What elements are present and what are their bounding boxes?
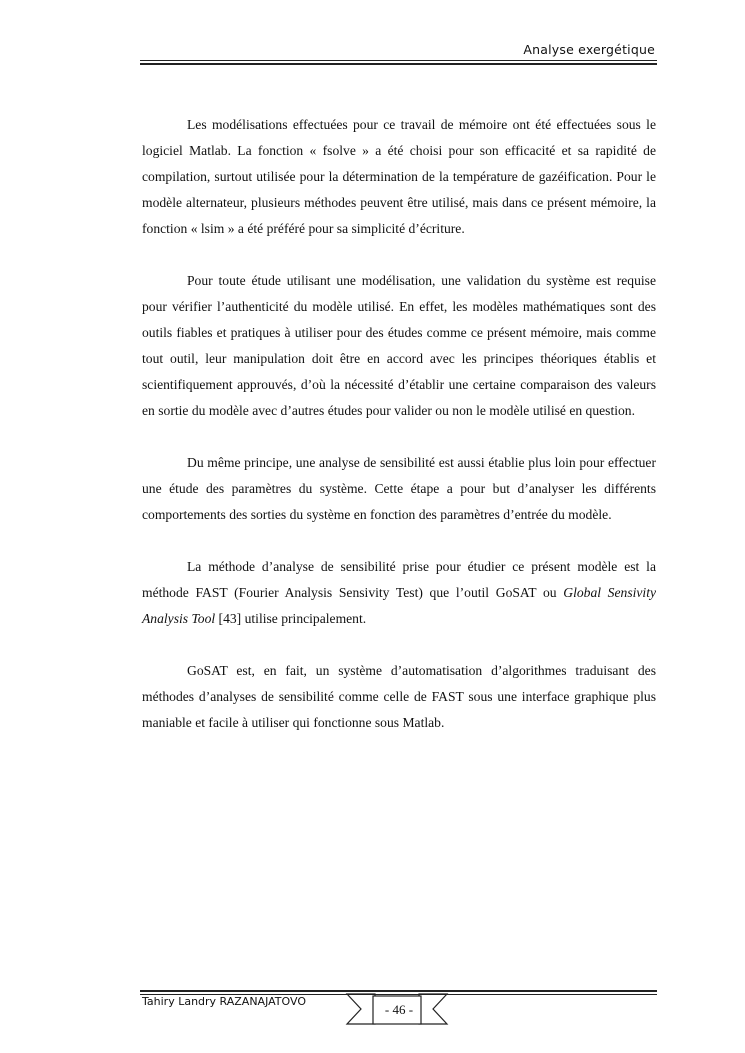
page-header-title: Analyse exergétique <box>523 42 655 57</box>
paragraph-model-validation: Pour toute étude utilisant une modélisation, une validation du système est requise pour vérifier l’authenticité du modèle utilisé. En effet, les modèles mathématiques sont des outils fiables et pratiques à utiliser pour des études comme ce présent mémoire, mais comme tout outil, leur manipulation doit être en accord avec les principes théoriques établis et scientifiquement approuvés, d’où la nécessité d’établir une certaine comparaison des valeurs en sortie du modèle avec d’autres études pour valider ou non le modèle utilisé en question. <box>142 273 656 418</box>
header-rule-thick <box>140 63 657 65</box>
footer-author: Tahiry Landry RAZANAJATOVO <box>142 995 306 1008</box>
fast-method-text-end: [43] utilise principalement. <box>215 611 367 626</box>
document-body <box>142 112 656 762</box>
gosat-tool-name: Global Sensivity Analysis Tool <box>142 585 657 626</box>
header-rule <box>140 60 657 61</box>
fast-method-text: La méthode d’analyse de sensibilité prise pour étudier ce présent modèle est la méthode FAST (Fourier Analysis Sensivity Test) que l’outil GoSAT ou <box>142 559 656 600</box>
paragraph-gosat: GoSAT est, en fait, un système d’automatisation d’algorithmes traduisant des méthodes d’analyses de sensibilité comme celle de FAST sous une interface graphique plus maniable et facile à utiliser qui fonctionne sous Matlab. <box>142 663 656 730</box>
page-number: - 46 - <box>384 1002 414 1017</box>
paragraph-sensitivity-analysis: Du même principe, une analyse de sensibilité est aussi établie plus loin pour effectuer une étude des paramètres du système. Cette étape a pour but d’analyser les différents comportements des sorties du système en fonction des paramètres d’entrée du modèle. <box>142 455 656 522</box>
paragraph-matlab-modeling: Les modélisations effectuées pour ce travail de mémoire ont été effectuées sous le logiciel Matlab. La fonction « fsolve » a été choisi pour son efficacité et sa rapidité de compilation, surtout utilisée pour la détermination de la température de gazéification. Pour le modèle alternateur, plusieurs méthodes peuvent être utilisé, mais dans ce présent mémoire, la fonction « lsim » a été préféré pour sa simplicité d’écriture. <box>142 117 656 236</box>
paragraph-fast-method <box>142 554 656 632</box>
